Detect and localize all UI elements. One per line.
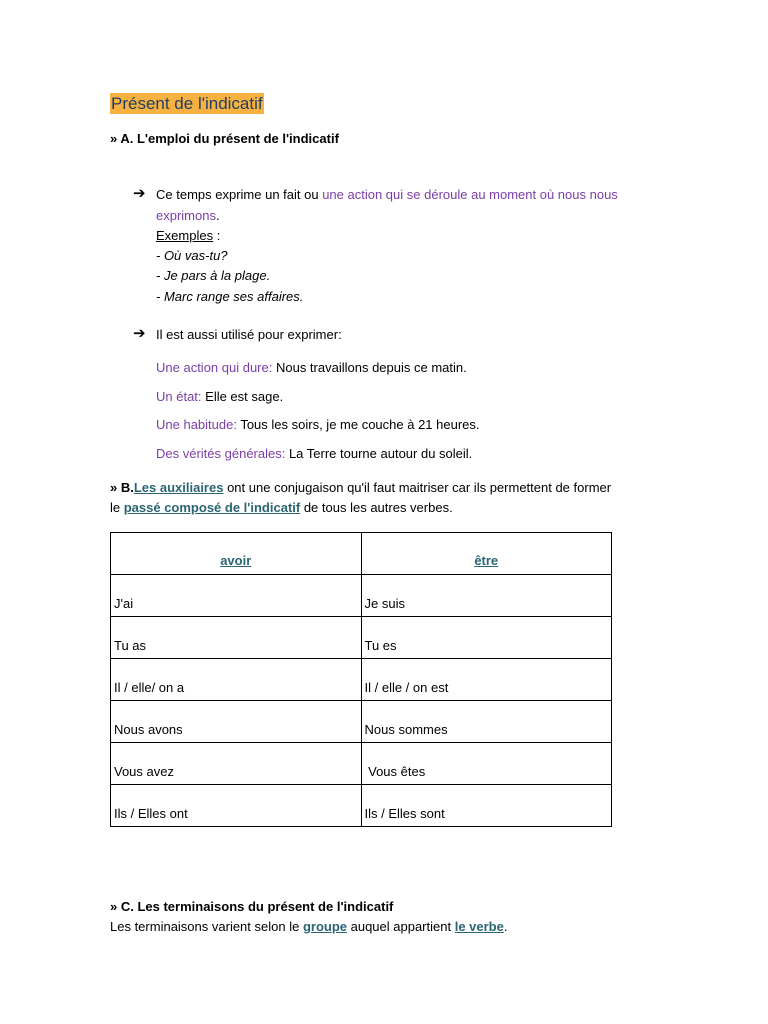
bullet1-period: . [215, 208, 220, 223]
auxiliaries-table [110, 532, 612, 827]
section-c-text-start: Les terminaisons varient selon le [110, 919, 303, 934]
table-cell [361, 785, 612, 827]
cell-avoir: Nous avons [114, 722, 183, 737]
table-cell [111, 659, 362, 701]
passe-compose-link[interactable]: passé composé de l'indicatif [123, 500, 301, 515]
section-b-text2-start: le [110, 500, 124, 515]
section-c-text-mid: auquel appartient [347, 919, 455, 934]
section-c-heading: » C. Les terminaisons du présent de l'indicatif [110, 899, 394, 914]
arrow-right-icon: ➔ [133, 325, 146, 342]
cell-avoir: Il / elle/ on a [114, 680, 185, 695]
use-label: Des vérités générales: [156, 446, 286, 461]
section-a-heading: » A. L'emploi du présent de l'indicatif [110, 131, 339, 146]
section-b-line1 [110, 480, 611, 496]
bullet1-highlight: une action qui se déroule au moment où nous nous [322, 187, 618, 202]
section-c-text [110, 919, 507, 935]
use-example: Nous travaillons depuis ce matin. [272, 360, 467, 375]
section-b-text2-end: de tous les autres verbes. [300, 500, 453, 515]
example-1: - Où vas-tu? [156, 248, 228, 263]
cell-etre: Vous êtes [364, 764, 426, 779]
use-example: Elle est sage. [201, 389, 284, 404]
table-cell [111, 617, 362, 659]
bullet1-line2 [156, 208, 220, 224]
table-cell [111, 785, 362, 827]
section-c-text-end: . [503, 919, 508, 934]
cell-etre: Je suis [364, 596, 405, 611]
table-cell [361, 617, 612, 659]
table-cell [361, 743, 612, 785]
cell-etre: Ils / Elles sont [364, 806, 445, 821]
bullet1-line1 [156, 187, 618, 203]
le-verbe-link[interactable]: le verbe [454, 919, 504, 934]
section-b-line2 [110, 500, 453, 516]
arrow-right-icon: ➔ [133, 185, 146, 202]
avoir-link[interactable]: avoir [220, 553, 252, 568]
table-cell [111, 575, 362, 617]
bullet1-text: Ce temps exprime un fait ou [156, 187, 323, 202]
table-row [111, 659, 612, 701]
bullet1-highlight-end: exprimons [156, 208, 216, 223]
use-label: Une action qui dure: [156, 360, 273, 375]
bullet2-text: Il est aussi utilisé pour exprimer: [156, 327, 342, 342]
use-item [156, 446, 472, 462]
table-cell [361, 659, 612, 701]
examples-label-line [156, 228, 220, 244]
auxiliaires-link[interactable]: Les auxiliaires [133, 480, 224, 495]
table-row [111, 701, 612, 743]
groupe-link[interactable]: groupe [302, 919, 347, 934]
use-label: Un état: [156, 389, 202, 404]
cell-avoir: Tu as [114, 638, 147, 653]
table-header-cell [361, 533, 612, 575]
example-3: - Marc range ses affaires. [156, 289, 304, 304]
examples-label: Exemples [156, 228, 214, 243]
table-row [111, 785, 612, 827]
use-item [156, 389, 283, 405]
cell-avoir: Vous avez [114, 764, 174, 779]
table-cell [361, 701, 612, 743]
table-row [111, 575, 612, 617]
table-cell [361, 575, 612, 617]
cell-avoir: J'ai [114, 596, 134, 611]
use-example: La Terre tourne autour du soleil. [285, 446, 473, 461]
cell-etre: Tu es [364, 638, 397, 653]
table-row [111, 743, 612, 785]
use-example: Tous les soirs, je me couche à 21 heures. [236, 417, 480, 432]
example-2: - Je pars à la plage. [156, 268, 271, 283]
section-b-text1: ont une conjugaison qu'il faut maitriser car ils permettent de former [223, 480, 612, 495]
table-header-row [111, 533, 612, 575]
cell-etre: Il / elle / on est [364, 680, 449, 695]
table-row [111, 617, 612, 659]
section-b-prefix: » B. [110, 480, 134, 495]
page-title: Présent de l'indicatif [111, 94, 263, 113]
use-item [156, 360, 467, 376]
table-cell [111, 743, 362, 785]
use-label: Une habitude: [156, 417, 237, 432]
examples-colon: : [213, 228, 221, 243]
etre-link[interactable]: être [474, 553, 499, 568]
cell-avoir: Ils / Elles ont [114, 806, 188, 821]
table-header-cell [111, 533, 362, 575]
use-item [156, 417, 480, 433]
table-cell [111, 701, 362, 743]
cell-etre: Nous sommes [364, 722, 448, 737]
